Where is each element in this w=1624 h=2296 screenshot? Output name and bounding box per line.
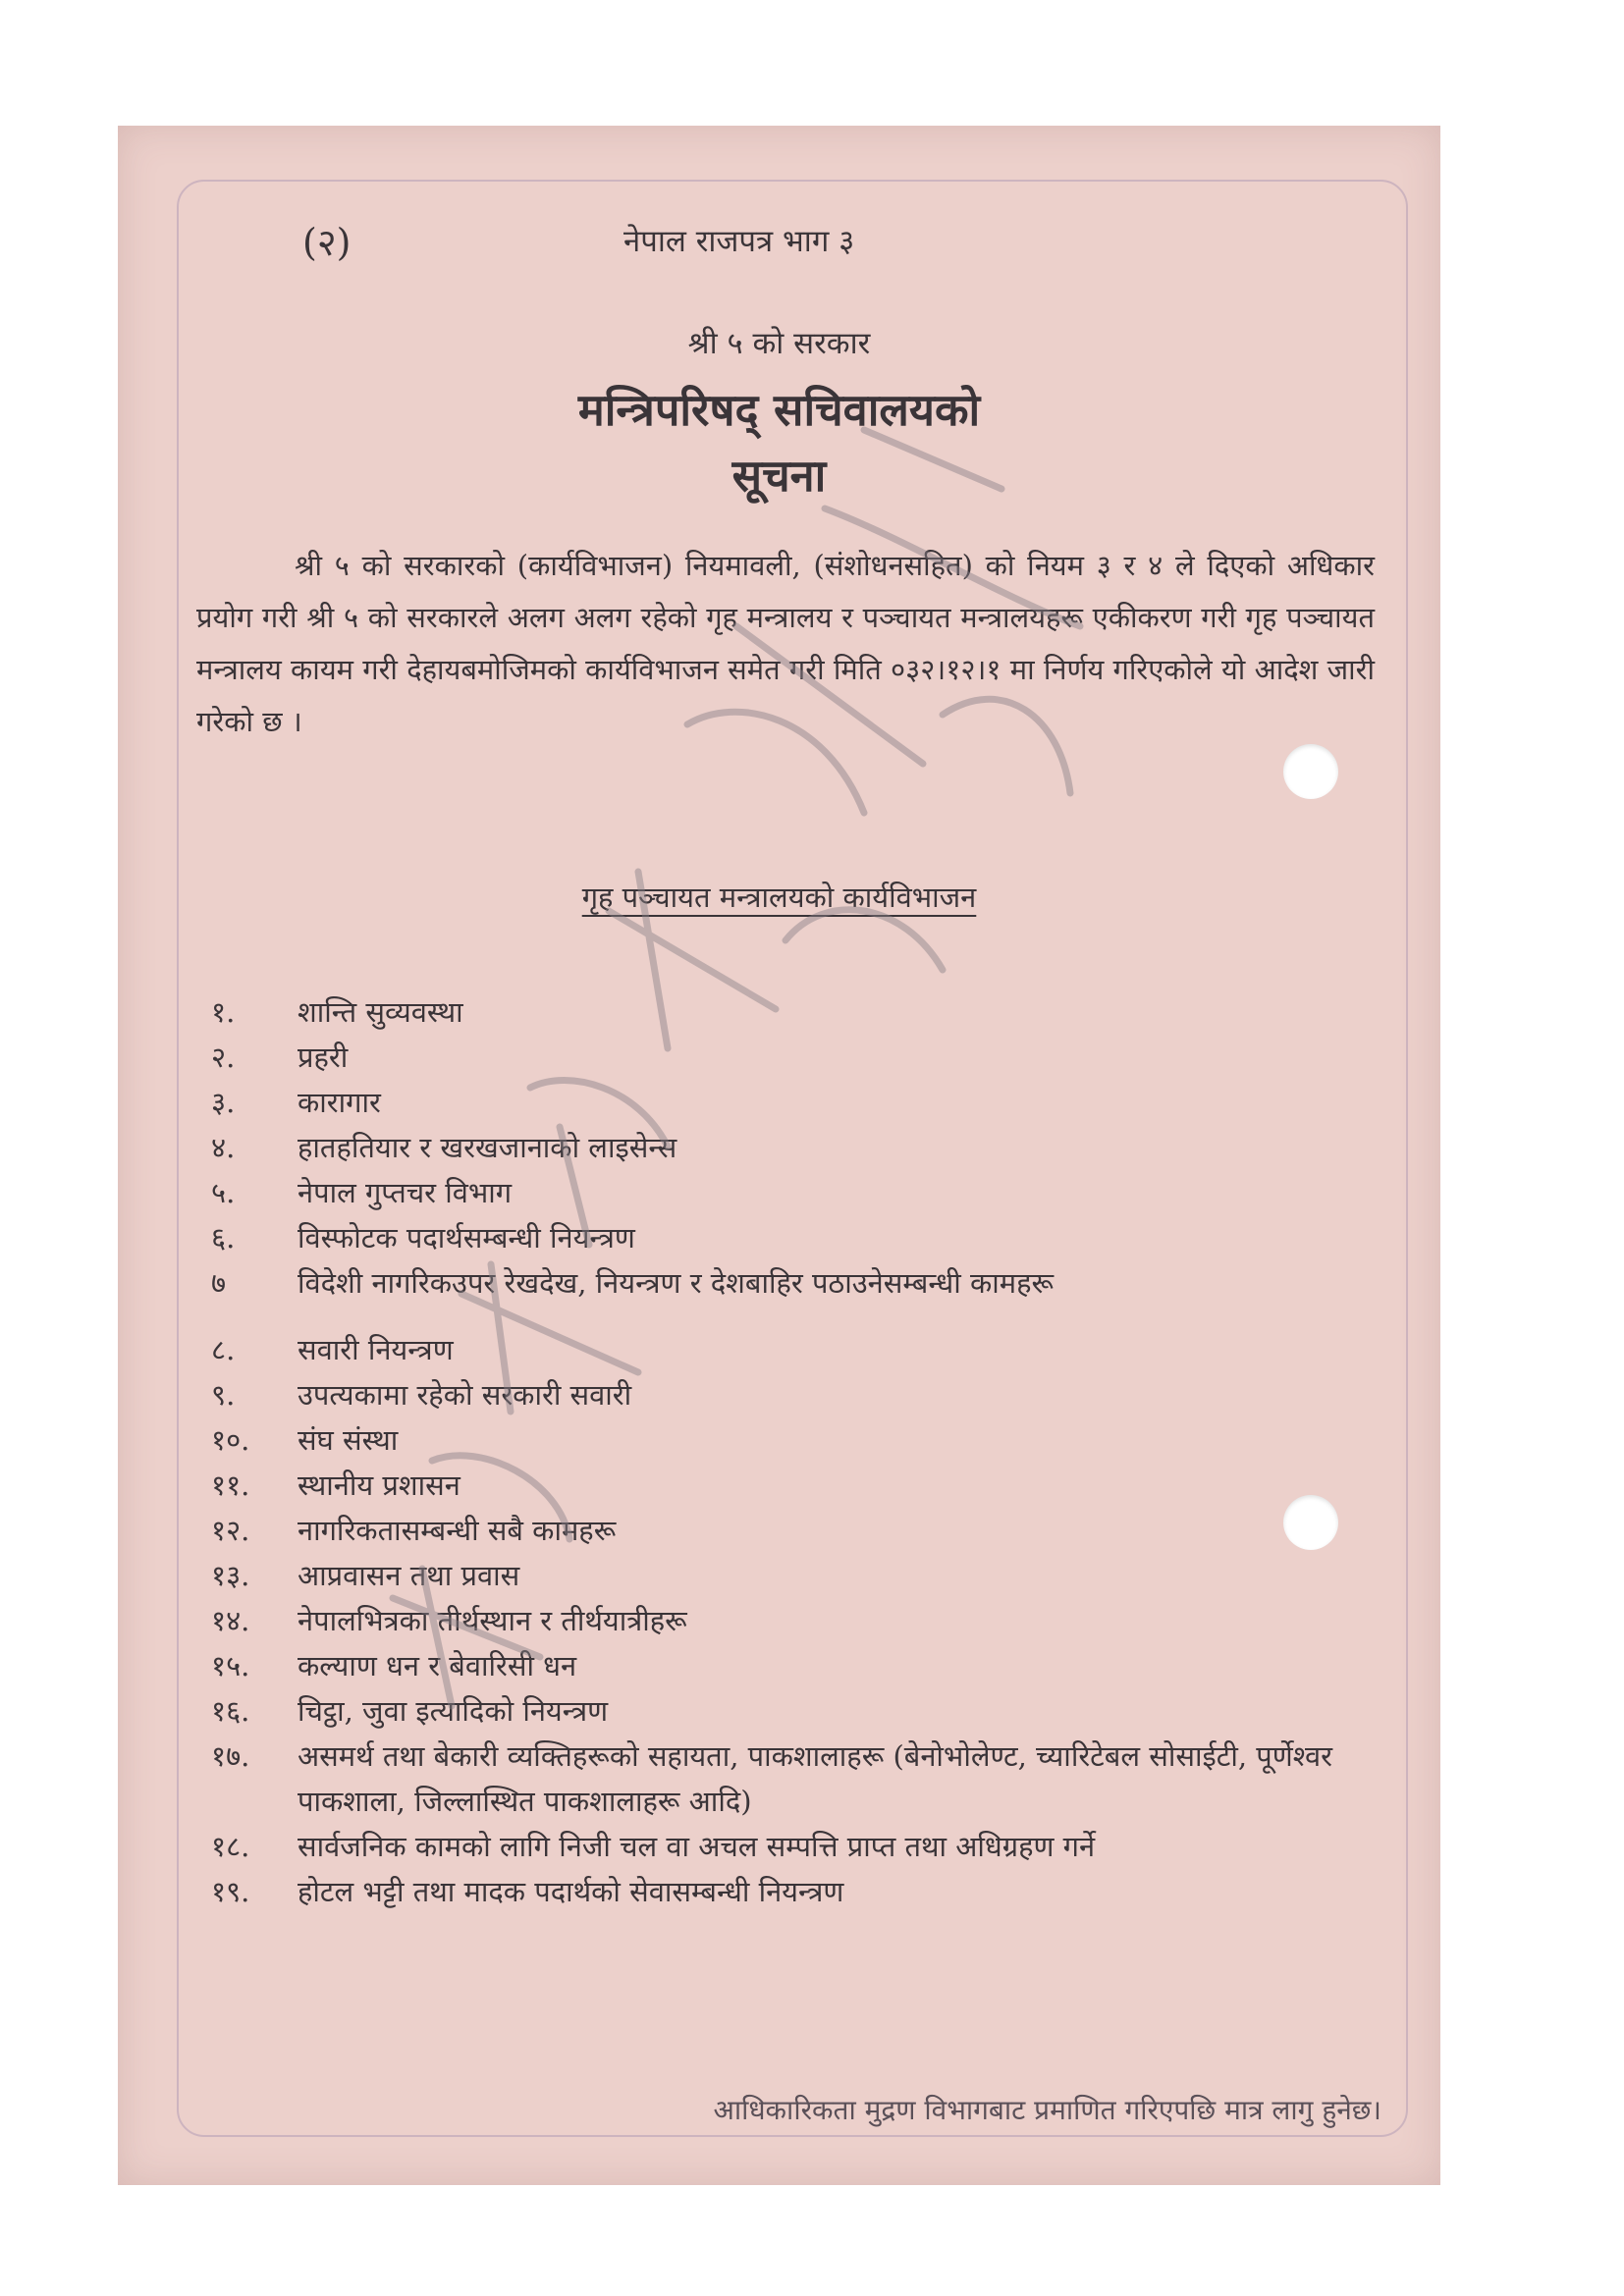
list-item-number: १७.	[211, 1739, 250, 1773]
work-division-list	[211, 989, 1380, 1914]
list-item	[211, 1598, 1380, 1643]
gazette-title: नेपाल राजपत्र भाग ३	[623, 224, 855, 259]
list-item	[211, 1372, 1380, 1417]
list-item-text: नागरिकतासम्बन्धी सबै कामहरू	[298, 1514, 617, 1547]
list-item-text: कल्याण धन र बेवारिसी धन	[298, 1649, 577, 1682]
list-item	[211, 1553, 1380, 1598]
list-item-text: चिट्ठा, जुवा इत्यादिको नियन्त्रण	[298, 1694, 609, 1728]
list-item-number: ९.	[211, 1378, 236, 1412]
list-item-text: विदेशी नागरिकउपर रेखदेख, नियन्त्रण र देशबाहिर पठाउनेसम्बन्धी कामहरू	[298, 1266, 1055, 1300]
list-item-number: ४.	[211, 1131, 236, 1164]
list-item	[211, 1035, 1380, 1080]
list-item-number: २.	[211, 1041, 236, 1074]
notice-title: मन्त्रिपरिषद् सचिवालयको	[577, 384, 981, 436]
list-item-number: ५.	[211, 1176, 236, 1209]
authentication-note: आधिकारिकता मुद्रण विभागबाट प्रमाणित गरिएपछि मात्र लागु हुनेछ।	[713, 2094, 1381, 2126]
list-item-number: १५.	[211, 1649, 250, 1682]
list-item-text: नेपालभित्रका तीर्थस्थान र तीर्थयात्रीहरू	[298, 1604, 687, 1637]
list-item-number: १९.	[211, 1875, 250, 1908]
list-item-number: १०.	[211, 1423, 250, 1457]
list-item	[211, 1080, 1380, 1125]
list-item-number: ३.	[211, 1086, 236, 1119]
list-item-text: सार्वजनिक कामको लागि निजी चल वा अचल सम्पत्ति प्राप्त तथा अधिग्रहण गर्ने	[298, 1830, 1096, 1863]
list-item-text: असमर्थ तथा बेकारी व्यक्तिहरूको सहायता, पाकशालाहरू (बेनोभोलेण्ट, च्यारिटेबल सोसाईटी, पूर्णेश्वर पाकशाला, जिल्लास्थित पाकशालाहरू आदि)	[298, 1739, 1333, 1818]
list-item-number: १८.	[211, 1830, 250, 1863]
list-item	[211, 1734, 1380, 1824]
list-item-text: विस्फोटक पदार्थसम्बन्धी नियन्त्रण	[298, 1221, 635, 1255]
list-item	[211, 1417, 1380, 1463]
list-item-text: उपत्यकामा रहेको सरकारी सवारी	[298, 1378, 632, 1412]
list-item-text: आप्रवासन तथा प्रवास	[298, 1559, 520, 1592]
list-item-number: ७	[211, 1266, 227, 1300]
list-item-number: १३.	[211, 1559, 250, 1592]
list-item	[211, 1327, 1380, 1372]
list-item	[211, 1643, 1380, 1688]
list-item	[211, 1215, 1380, 1260]
section-heading	[118, 878, 1440, 916]
list-item-number: ८.	[211, 1333, 236, 1366]
list-item-text: कारागार	[298, 1086, 381, 1119]
list-item-number: १६.	[211, 1694, 250, 1728]
list-item-text: सवारी नियन्त्रण	[298, 1333, 454, 1366]
list-item-number: १४.	[211, 1604, 250, 1637]
list-item	[211, 1824, 1380, 1869]
page-header	[118, 216, 1440, 275]
government-line: श्री ५ को सरकार	[687, 326, 871, 361]
punch-hole-top	[1283, 744, 1338, 799]
list-item-text: नेपाल गुप्तचर विभाग	[298, 1176, 513, 1209]
list-item-text: हातहतियार र खरखजानाको लाइसेन्स	[298, 1131, 677, 1164]
list-item-number: १२.	[211, 1514, 250, 1547]
list-item	[211, 1869, 1380, 1914]
list-item	[211, 1260, 1380, 1306]
gazette-page	[118, 126, 1440, 2185]
list-item	[211, 1508, 1380, 1553]
list-item	[211, 1463, 1380, 1508]
notice-subtitle: सूचना	[731, 450, 827, 502]
list-item-number: ६.	[211, 1221, 236, 1255]
list-item	[211, 1125, 1380, 1170]
list-item-text: प्रहरी	[298, 1041, 349, 1074]
page-number: (२)	[302, 221, 352, 264]
list-item	[211, 1688, 1380, 1734]
notice-body: श्री ५ को सरकारको (कार्यविभाजन) नियमावली, (संशोधनसहित) को नियम ३ र ४ ले दिएको अधिकार प्रयोग गरी श्री ५ को सरकारले अलग अलग रहेको गृह मन्त्रालय र पञ्चायत मन्त्रालयहरू एकीकरण गरी गृह पञ्चायत मन्त्रालय कायम गरी देहायबमोजिमको कार्यविभाजन समेत गरी मिति ०३२।१२।१ मा निर्णय गरिएकोले यो आदेश जारी गरेको छ ।	[196, 549, 1375, 738]
section-heading-text: गृह पञ्चायत मन्त्रालयको कार्यविभाजन	[581, 881, 977, 914]
list-item	[211, 989, 1380, 1035]
list-item-number: ११.	[211, 1468, 250, 1502]
list-item-text: शान्ति सुव्यवस्था	[298, 995, 463, 1029]
list-item-text: स्थानीय प्रशासन	[298, 1468, 460, 1502]
list-item-text: होटल भट्टी तथा मादक पदार्थको सेवासम्बन्धी नियन्त्रण	[298, 1875, 844, 1908]
list-item	[211, 1170, 1380, 1215]
list-item-text: संघ संस्था	[298, 1423, 399, 1457]
list-item-number: १.	[211, 995, 236, 1029]
